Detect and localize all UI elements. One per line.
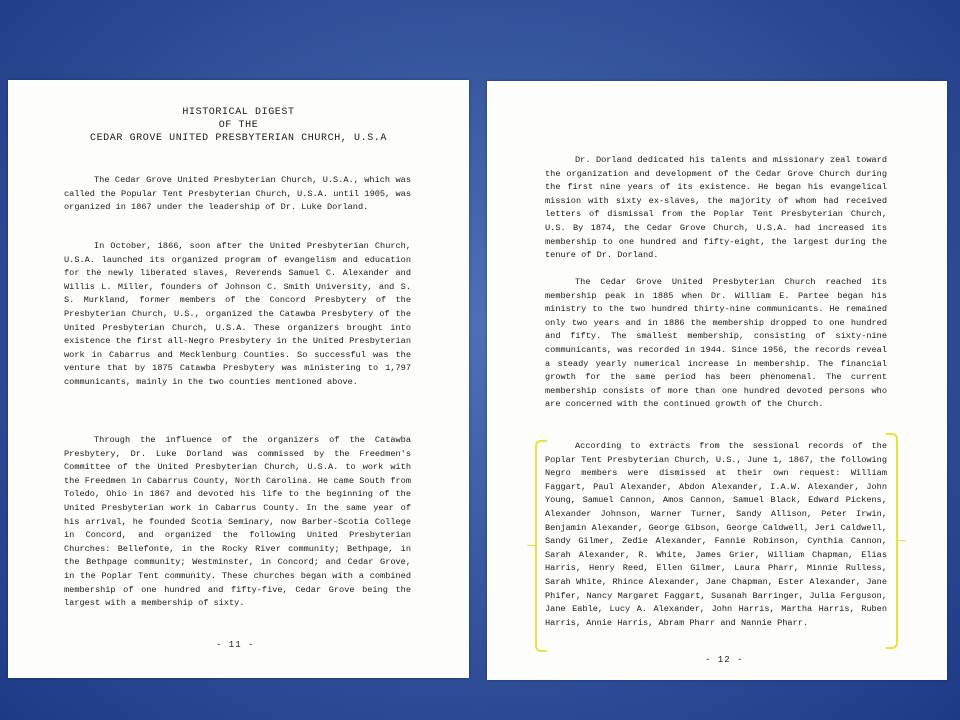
highlight-tick-right <box>898 540 906 541</box>
right-page-number: - 12 - <box>705 655 744 665</box>
highlight-bracket-left <box>535 440 547 652</box>
title-line-1: HISTORICAL DIGEST <box>182 107 295 118</box>
left-paragraph-2: In October, 1866, soon after the United Presbyterian Church, U.S.A. launched its organized program of evangelism and education for the newly liberated slaves, Reverends Samuel C. Alexander and Willis L. Miller, founders of Johnson C. Smith University, and S. S. Murkland, former members of the Concord Presbytery of the Presbyterian Church, U.S., organized the Catawba Presbytery of the United Presbyterian Church, U.S.A. These organizers brought into existence the first all-Negro Presbytery in the United Presbyterian work in Cabarrus and Mecklenburg Counties. So successful was the venture that by 1875 Catawba Presbytery was ministering to 1,797 communicants, mainly in the two counties mentioned above. <box>64 241 411 387</box>
left-paragraph-3: Through the influence of the organizers of the Catawba Presbytery, Dr. Luke Dorland was commissed by the Freedmen's Committee of the United Presbyterian Church, U.S.A. to work with the Freedmen in Cabarrus County, North Carolina. He came South from Toledo, Ohio in 1867 and devoted his life to the beginning of the United Presbyterian work in Cabarrus County. In the same year of his arrival, he founded Scotia Seminary, now Barber-Scotia College in Concord, and organized the following United Presbyterian Churches: Bellefonte, in the Rocky River community; Bethpage, in the Bethpage community; Westminster, in Concord; and Cedar Grove, in the Poplar Tent community. These churches began with a combined membership of one hundred and fifty-five, Cedar Grove being the largest with a membership of sixty. <box>64 435 411 609</box>
left-paragraph-1: The Cedar Grove United Presbyterian Church, U.S.A., which was called the Popular Tent Presbyterian Church, U.S.A. until 1905, was organized in 1867 under the leadership of Dr. Luke Dorland. <box>64 175 411 213</box>
right-paragraph-1: Dr. Dorland dedicated his talents and missionary zeal toward the organization and development of the Cedar Grove Church during the first nine years of its existence. He began his evangelical mission with sixty ex-slaves, the majority of whom had received letters of dismissal from the Poplar Tent Presbyterian Church, U.S. By 1874, the Cedar Grove Church, U.S.A. had increased its membership to one hundred and fifty-eight, the largest during the tenure of Dr. Dorland. <box>545 155 887 261</box>
highlight-tick-left <box>527 545 535 546</box>
left-page-number: - 11 - <box>216 640 255 650</box>
right-document-page <box>487 81 947 680</box>
title-line-2: OF THE <box>218 120 259 131</box>
right-paragraph-3: According to extracts from the sessional records of the Poplar Tent Presbyterian Church, U.S., June 1, 1867, the following Negro members were dismissed at their own request: William Faggart, Paul Alexander, Abdon Alexander, I.A.W. Alexander, John Young, Samuel Cannon, Amos Cannon, Samuel Black, Edward Pickens, Alexander Johnson, Warner Turner, Sandy Allison, Peter Irwin, Benjamin Alexander, George Gibson, George Caldwell, Jeri Caldwell, Sandy Gilmer, Zedie Alexander, Fannie Robinson, Cynthia Cannon, Sarah Alexander, R. White, James Grier, William Chapman, Elias Harris, Henry Reed, Ellen Gilmer, Laura Pharr, Minnie Rulless, Sarah White, Rhince Alexander, Jane Chapman, Ester Alexander, Jane Phifer, Nancy Margaret Faggart, Susanah Barringer, Julia Ferguson, Jane Eable, Lucy A. Alexander, John Harris, Martha Harris, Ruben Harris, Annie Harris, Abram Pharr and Nannie Pharr. <box>545 441 887 628</box>
left-document-page <box>8 80 469 678</box>
title-line-3: CEDAR GROVE UNITED PRESBYTERIAN CHURCH, U.S.A <box>89 133 388 144</box>
right-paragraph-2: The Cedar Grove United Presbyterian Church reached its membership peak in 1885 when Dr. William E. Partee began his ministry to the two hundred thirty-nine communicants. He remained only two years and in 1886 the membership dropped to one hundred and fifty. The smallest membership, consisting of sixty-nine communicants, was recorded in 1944. Since 1956, the records reveal a steady yearly numerical increase in membership. The financial growth for the same period has been phenomenal. The current membership consists of more than one hundred devoted persons who are concerned with the continued growth of the Church. <box>545 277 887 410</box>
highlight-bracket-right <box>886 433 898 649</box>
